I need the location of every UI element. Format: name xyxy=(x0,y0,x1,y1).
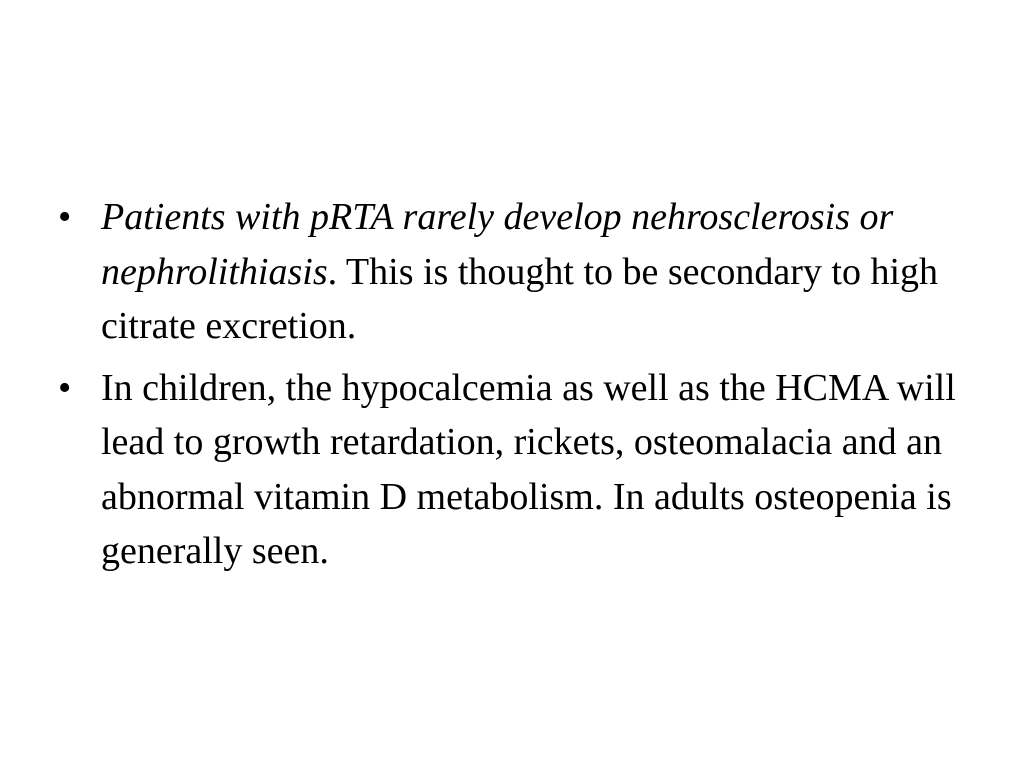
bullet-item-children xyxy=(58,361,978,579)
bullet-item-prta xyxy=(58,190,978,354)
bullet-text: . This is thought to be secondary to high citrate excretion. xyxy=(101,250,939,347)
bullet-text: In children, the hypocalcemia as well as the HCMA will lead to growth retardation, rickets, osteomalacia and an abnormal vitamin D metabolism. In adults osteopenia is generally seen. xyxy=(101,366,956,572)
bullet-marker: • xyxy=(58,366,72,409)
bullet-italic-text: Patients with pRTA rarely develop nehrosclerosis or nephrolithiasis xyxy=(101,196,894,293)
bullet-list xyxy=(58,190,978,586)
bullet-marker: • xyxy=(58,196,72,238)
